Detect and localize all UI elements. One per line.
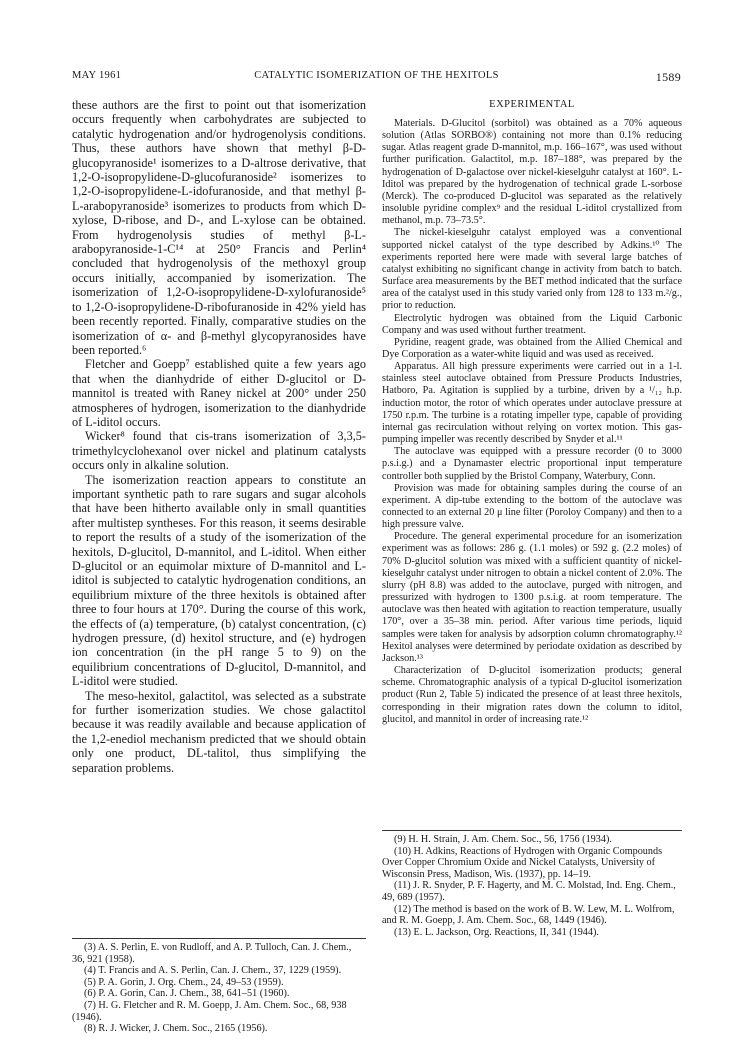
body-paragraph: Materials. D-Glucitol (sorbitol) was obtained as a 70% aqueous solution (Atlas SORBO®) containing not more than 0.1% reducing sugar. Atlas reagent grade D-mannitol, m.p. 166–167°, was used without further purification. Galactitol, m.p. 187–188°, was prepared by the hydrogenation of D-galactose over nickel-kieselguhr catalyst at 160°. L-Iditol was prepared by the hydrogenation of technical grade L-sorbose (Merck). The co-produced D-glucitol was separated as the relatively insoluble pyridine complex⁹ and the residual L-iditol crystallized from methanol, m.p. 73–73.5°. [382,118,682,227]
body-paragraph: The nickel-kieselguhr catalyst employed was a conventional supported nickel catalyst of the type described by Adkins.¹⁰ The experiments reported here were made with several large batches of catalyst exhibiting no significant change in activity from batch to batch. Surface area measurements by the BET method indicated that the surface area of the catalyst used in this study varied only from 128 to 133 m.²/g., prior to reduction. [382,227,682,312]
footnote: (11) J. R. Snyder, P. F. Hagerty, and M. C. Molstad, Ind. Eng. Chem., 49, 689 (1957). [382,880,676,903]
body-paragraph: Electrolytic hydrogen was obtained from the Liquid Carbonic Company and was used without further treatment. [382,312,682,336]
section-title: EXPERIMENTAL [489,99,575,110]
body-paragraph: Fletcher and Goepp⁷ established quite a few years ago that when the dianhydride of either D-glucitol or D-mannitol is treated with Raney nickel at 200° under 250 atmospheres of hydrogen, isomerization to the dianhydride of L-iditol occurs. [72,357,366,429]
footnote-rule [382,830,682,831]
footnote: (5) P. A. Gorin, J. Org. Chem., 24, 49–53 (1959). [84,976,284,988]
body-paragraph: Procedure. The general experimental procedure for an isomerization experiment was as follows: 286 g. (1.1 moles) or 592 g. (2.2 moles) of 70% D-glucitol solution was mixed with a sufficient quantity of nickel-kieselguhr catalyst under nitrogen to obtain a nickel content of 2.0%. The slurry (pH 8.8) was added to the autoclave, purged with nitrogen, and pressurized with hydrogen to 1300 p.s.i.g. at room temperature. The autoclave was then heated with agitation to reaction temperature, usually 170°, over a 35–38 min. period. After various time periods, liquid samples were taken for analysis by adsorption column chromatography.¹² Hexitol analyses were determined by periodate oxidation as described by Jackson.¹³ [382,531,682,664]
body-paragraph: Pyridine, reagent grade, was obtained from the Allied Chemical and Dye Corporation as a water-white liquid and was used as received. [382,336,682,360]
footnote: (4) T. Francis and A. S. Perlin, Can. J. Chem., 37, 1229 (1959). [84,965,342,977]
right-footnotes [382,823,682,938]
body-paragraph: Apparatus. All high pressure experiments were carried out in a 1-l. stainless steel autoclave obtained from Pressure Products Industries, Hatboro, Pa. Agitation is supplied by a turbine, driven by a ¹/₁₂ h.p. induction motor, the rotor of which operates under autoclave pressure at 1750 r.p.m. The turbine is a rotating impeller type, capable of providing internal gas recirculation without relying on vortex motion. This gas-pumping impeller was recently described by Snyder et al.¹¹ [382,361,682,446]
footnote: (7) H. G. Fletcher and R. M. Goepp, J. Am. Chem. Soc., 68, 938 (1946). [72,999,347,1023]
left-footnotes [72,931,366,1035]
footnote: (13) E. L. Jackson, Org. Reactions, II, 341 (1944). [394,926,599,938]
page-number: 1589 [655,70,681,84]
footnote: (8) R. J. Wicker, J. Chem. Soc., 2165 (1956). [84,1023,268,1035]
body-paragraph: The isomerization reaction appears to constitute an important synthetic path to rare sugars and sugar alcohols that have been hitherto available only in small quantities after multistep syntheses. For this reason, it seems desirable to report the results of a study of the isomerization of the hexitols, D-glucitol, D-mannitol, and L-iditol. When either D-glucitol or an equimolar mixture of D-mannitol and L-iditol is subjected to catalytic hydrogenation conditions, an equilibrium mixture of the three hexitols is obtained after three to four hours at 170°. During the course of this work, the effects of (a) temperature, (b) catalyst concentration, (c) hydrogen pressure, (d) hexitol structure, and (e) hydrogen ion concentration (in the pH range 5 to 9) on the equilibrium concentrations of D-glucitol, D-mannitol, and L-iditol were studied. [72,472,366,689]
body-paragraph: Provision was made for obtaining samples during the course of an experiment. A dip-tube extending to the bottom of the autoclave was connected to an external 20 μ line filter (Poroloy Company) and then to a high pressure valve. [382,482,682,531]
body-paragraph: Wicker⁸ found that cis-trans isomerization of 3,3,5-trimethylcyclohexanol over nickel and platinum catalysts occurs only in alkaline solution. [72,429,366,473]
body-paragraph: The autoclave was equipped with a pressure recorder (0 to 3000 p.s.i.g.) and a Dynamaster electric proportional input temperature controller both supplied by the Bristol Company, Waterbury, Conn. [382,446,682,482]
body-paragraph: The meso-hexitol, galactitol, was selected as a substrate for further isomerization studies. We chose galactitol because it was readily available and because application of the 1,2-enediol mechanism predicted that we should obtain only one product, DL-talitol, thus simplifying the separation problems. [72,688,366,775]
footnote: (9) H. H. Strain, J. Am. Chem. Soc., 56, 1756 (1934). [394,834,612,845]
footnote: (12) The method is based on the work of B. W. Lew, M. L. Wolfrom, and R. M. Goepp, J. Am. Chem. Soc., 68, 1449 (1946). [382,903,675,927]
running-title: CATALYTIC ISOMERIZATION OF THE HEXITOLS [254,70,499,81]
issue-date: MAY 1961 [72,70,122,81]
left-column [72,98,366,775]
right-column [382,98,682,726]
body-paragraph: these authors are the first to point out that isomerization occurs frequently when carbohydrates are subjected to catalytic hydrogenation and/or hydrogenolysis conditions. Thus, these authors have shown that methyl β-D-glucopyranoside¹ isomerizes to a D-altrose derivative, that 1,2-O-isopropylidene-D-glucofuranoside² isomerizes to 1,2-O-isopropylidene-L-idofuranoside, and that methyl β-L-arabopyranoside³ isomerizes to products from which D-xylose, D-ribose, and D-, and L-xylose can be obtained. From hydrogenolysis studies of methyl β-L-arabopyranoside-1-C¹⁴ at 250° Francis and Perlin⁴ concluded that hydrogenolysis of the methoxyl group occurs initially, accompanied by isomerization. The isomerization of 1,2-O-isopropylidene-D-xylofuranoside⁵ to 1,2-O-isopropylidene-D-ribofuranoside in 42% yield has been recently reported. Finally, comparative studies on the isomerization of α- and β-methyl glycopyranosides have been reported.⁶ [72,98,366,357]
footnote: (3) A. S. Perlin, E. von Rudloff, and A. P. Tulloch, Can. J. Chem., 36, 921 (1958). [72,942,352,965]
footnote: (10) H. Adkins, Reactions of Hydrogen with Organic Compounds Over Copper Chromium Oxide and Nickel Catalysts, University of Wisconsin Press, Madison, Wis. (1937), pp. 14–19. [382,845,663,880]
footnote: (6) P. A. Gorin, Can. J. Chem., 38, 641–51 (1960). [84,988,290,1000]
running-header [72,70,681,86]
body-paragraph: Characterization of D-glucitol isomerization products; general scheme. Chromatographic analysis of a typical D-glucitol isomerization product (Run 2, Table 5) indicated the presence of at least three hexitols, corresponding in their migration rates down the column to iditol, glucitol, and mannitol in order of increasing rate.¹² [382,665,682,725]
footnote-rule [72,938,366,939]
